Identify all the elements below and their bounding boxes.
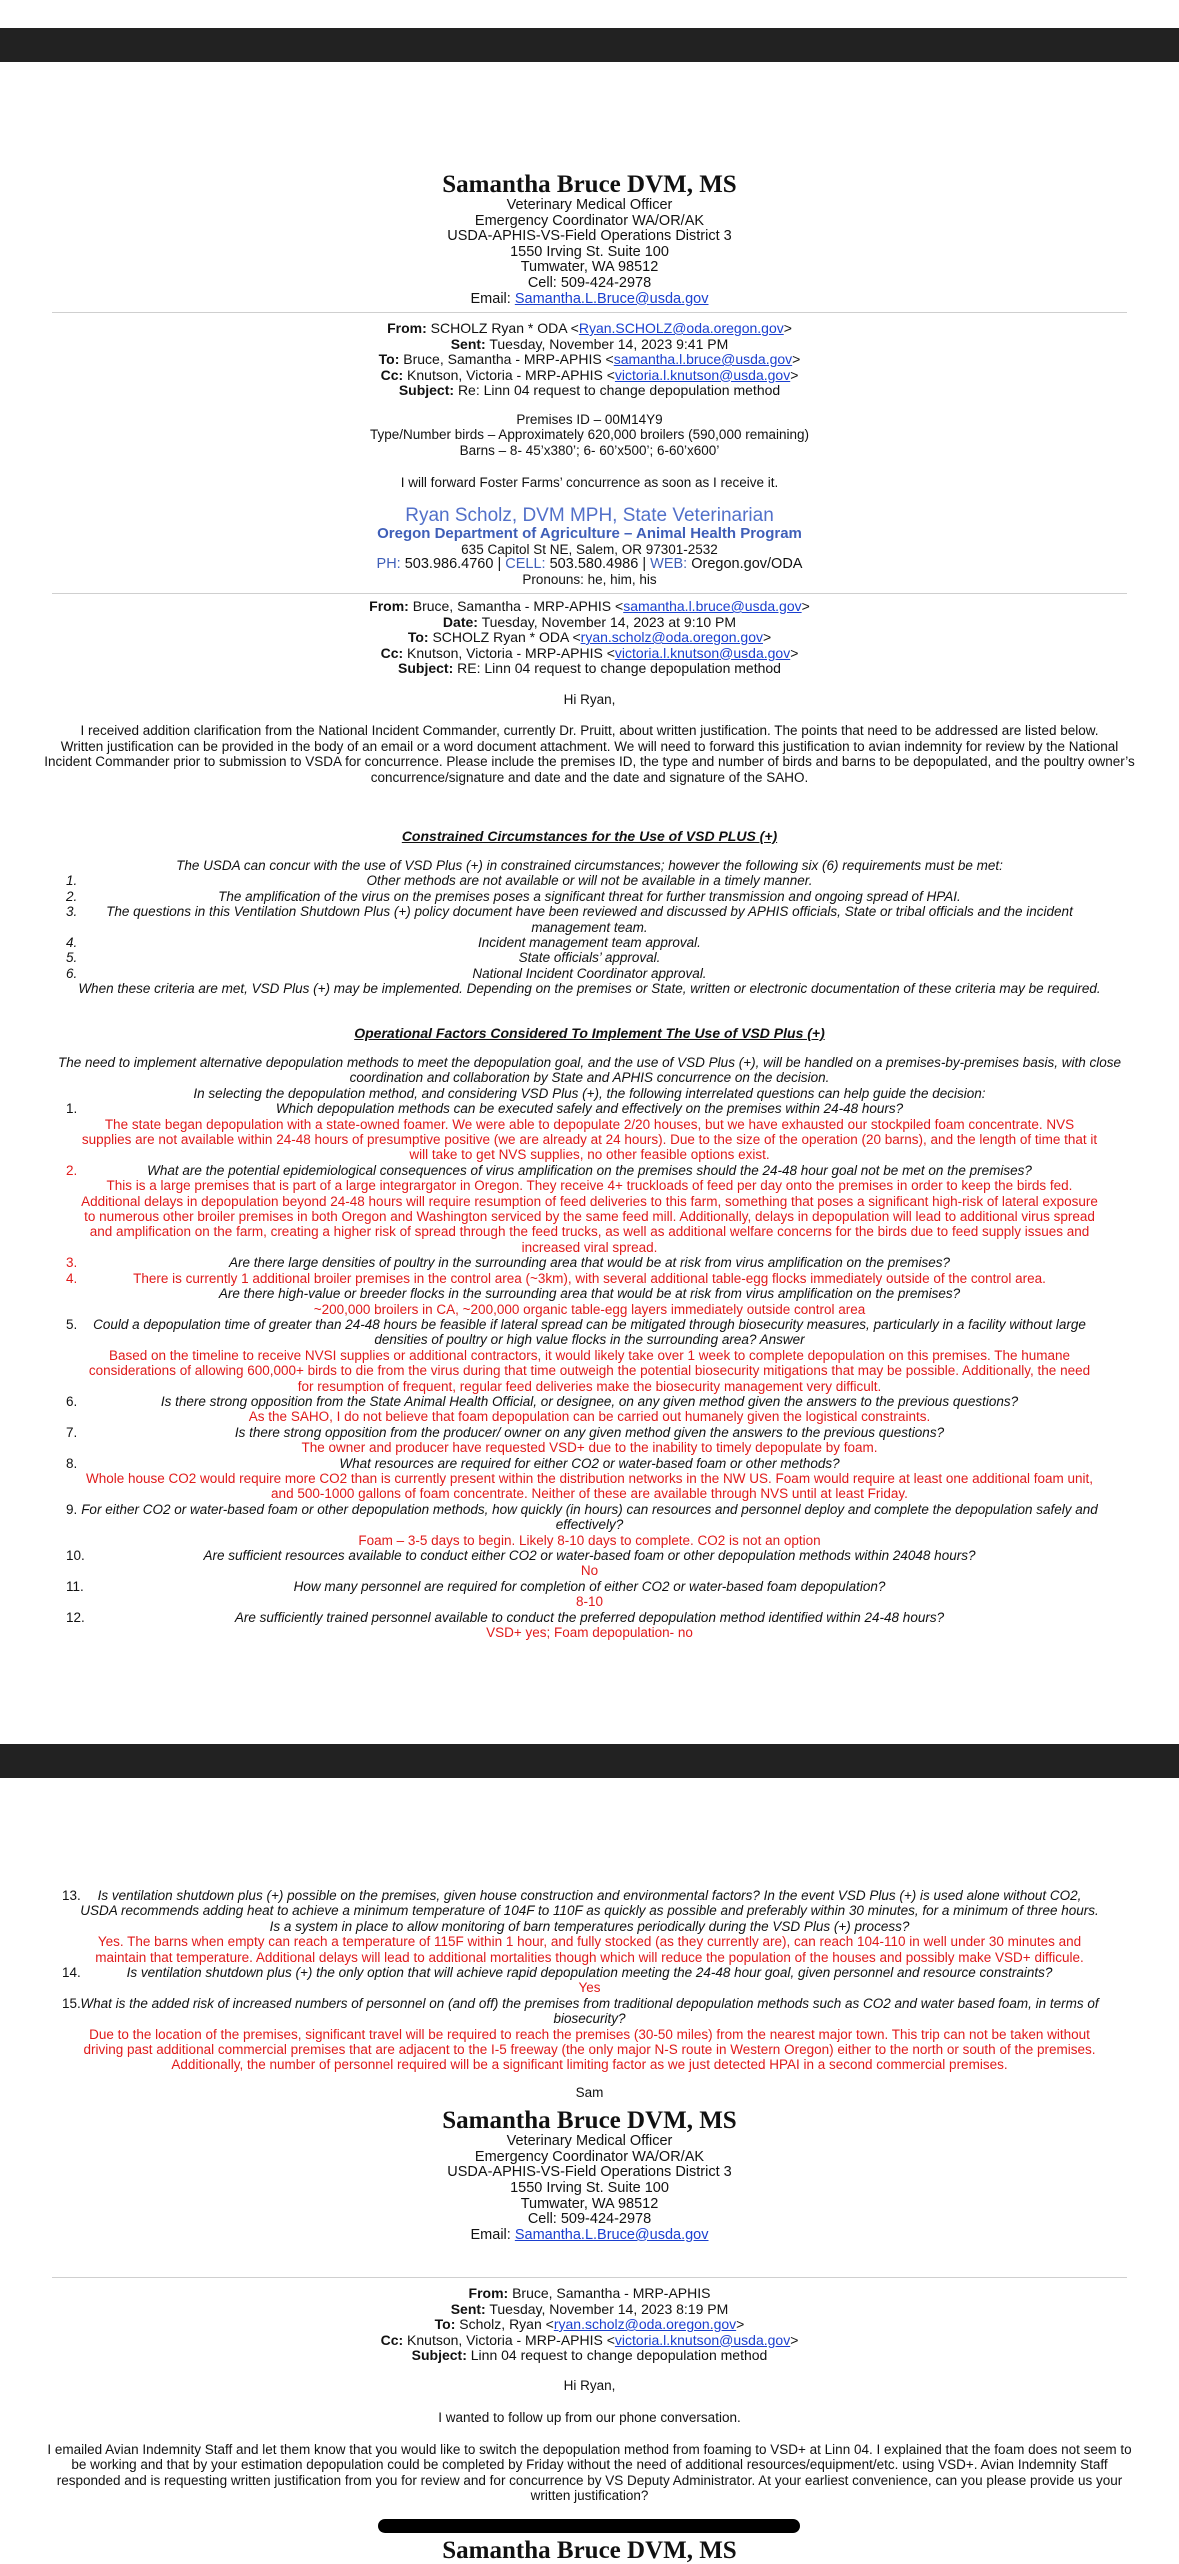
subject-value: Linn 04 request to change depopulation method (470, 2347, 768, 2363)
forward-note: I will forward Foster Farms’ concurrence as soon as I receive it. (400, 475, 779, 491)
item-number: 15. (62, 1995, 81, 2011)
item-number: 3. (66, 1255, 78, 1271)
from-label: From: (369, 598, 409, 614)
signature-line: Emergency Coordinator WA/OR/AK (474, 2148, 705, 2165)
question-item (66, 1424, 1099, 1456)
barns-info: Barns – 8- 45’x380’; 6- 60’x500’; 6-60’x600’ (459, 442, 720, 458)
item-number: 5. (66, 1316, 78, 1332)
from-value: SCHOLZ Ryan * ODA < (430, 320, 579, 336)
question-text: Is ventilation shutdown plus (+) possible on the premises, given house construction and environmental factors? In the event VSD Plus (+) is used alone without CO2, USDA recommends adding heat to achieve a minimum temperature of 104F to 110F as quickly as possible and preferably within 30 minutes, for a minimum of three hours. Is a system in place to allow monitoring of barn temperatures periodically during the VSD Plus (+) process? (80, 1888, 1099, 1934)
item-number: 2. (66, 1162, 78, 1178)
signature-line: Tumwater, WA 98512 (520, 2195, 659, 2212)
cc-value: Knutson, Victoria - MRP-APHIS < (407, 2331, 615, 2348)
date-value: Tuesday, November 14, 2023 at 9:10 PM (481, 613, 737, 630)
page-break-bar (0, 1744, 1179, 1778)
questions-list-continued (0, 1888, 1179, 2073)
section-title: Operational Factors Considered To Implement The Use of VSD Plus (+) (354, 1025, 825, 1041)
item-text: Incident management team approval. (478, 935, 701, 951)
question-item (66, 1455, 1099, 1502)
item-number: 8. (66, 1455, 78, 1471)
signature-email-line (0, 292, 1179, 308)
email-1-body (0, 412, 1179, 588)
question-text: What is the added risk of increased numbers of personnel on (and off) the premises from traditional depopulation methods such as CO2 and water based foam, in terms of biosecurity? (80, 1995, 1099, 2027)
cell-value: 503.580.4986 (549, 556, 639, 573)
signature-name: Samantha Bruce DVM, MS (442, 2107, 737, 2135)
sent-label: Sent: (450, 2300, 486, 2317)
signature-block (0, 172, 1179, 307)
from-line: From: Bruce, Samantha - MRP-APHIS <samantha.l.bruce@usda.gov> (369, 598, 810, 614)
question-item (62, 1965, 1099, 1996)
cc-line: Cc: Knutson, Victoria - MRP-APHIS <victoria.l.knutson@usda.gov> (380, 366, 799, 383)
from-value: Bruce, Samantha - MRP-APHIS < (412, 598, 624, 614)
question-text: Is there strong opposition from the State Animal Health Official, or designee, on any given method given the answers to the previous questions? (160, 1393, 1019, 1409)
cc-label: Cc: (380, 2331, 404, 2348)
signature-email-link[interactable]: Samantha.L.Bruce@usda.gov (514, 290, 709, 307)
footer-signature-name: Samantha Bruce DVM, MS (442, 2537, 737, 2564)
question-text: Are sufficiently trained personnel available to conduct the preferred depopulation method identified within 24-48 hours? (234, 1609, 945, 1625)
item-number: 7. (66, 1424, 78, 1440)
signature-line: USDA-APHIS-VS-Field Operations District 3 (447, 228, 732, 245)
sent-line (0, 337, 1179, 353)
subject-line (0, 661, 1179, 677)
email-header-1 (0, 321, 1179, 399)
item-number: 6. (66, 1393, 78, 1409)
phone-label: PH: (376, 556, 401, 573)
divider (52, 312, 1127, 313)
date-label: Date: (442, 613, 478, 630)
email-label: Email: (470, 290, 511, 307)
from-line: From: SCHOLZ Ryan * ODA <Ryan.SCHOLZ@oda.oregon.gov> (387, 320, 792, 336)
answer-text: Foam – 3-5 days to begin. Likely 8-10 days to complete. CO2 is not an option (358, 1532, 821, 1548)
sent-line (0, 2302, 1179, 2318)
operational-section (0, 1025, 1179, 1640)
email-label: Email: (470, 2226, 511, 2243)
item-number: 9. (66, 1501, 78, 1517)
answer-text: The owner and producer have requested VSD+ due to the inability to timely depopulate by foam. (301, 1440, 878, 1456)
paragraph: I wanted to follow up from our phone conversation. (438, 2410, 741, 2426)
sent-value: Tuesday, November 14, 2023 9:41 PM (489, 335, 729, 352)
signature-line: 1550 Irving St. Suite 100 (510, 2180, 669, 2197)
cc-email-link[interactable]: victoria.l.knutson@usda.gov (614, 366, 791, 383)
web-label: WEB: (650, 556, 688, 573)
signature-line: USDA-APHIS-VS-Field Operations District 3 (447, 2164, 732, 2181)
page-top-bar (0, 28, 1179, 62)
subject-line (0, 383, 1179, 399)
item-text: National Incident Coordinator approval. (472, 965, 707, 981)
list-item (66, 965, 1099, 981)
to-line: To: Bruce, Samantha - MRP-APHIS <samantha.l.bruce@usda.gov> (378, 351, 801, 367)
question-text: Could a depopulation time of greater than 24-48 hours be feasible if lateral spread can be mitigated through biosecurity measures, particularly in a facility without large densities of poultry or high value flocks in the surrounding area? Answer (93, 1316, 1086, 1348)
item-number: 10. (66, 1548, 85, 1563)
signature-email-link[interactable]: Samantha.L.Bruce@usda.gov (514, 2226, 709, 2243)
constrained-section (0, 828, 1179, 997)
ryan-sig-address: 635 Capitol St NE, Salem, OR 97301-2532 (461, 541, 718, 557)
signature-line: Veterinary Medical Officer (506, 197, 673, 213)
requirements-list (0, 873, 1179, 981)
subject-line (0, 2348, 1179, 2364)
subject-label: Subject: (398, 660, 454, 676)
to-label: To: (407, 629, 429, 645)
subject-value: RE: Linn 04 request to change depopulation method (457, 660, 781, 676)
greeting: Hi Ryan, (563, 692, 616, 707)
signature-line: Emergency Coordinator WA/OR/AK (474, 212, 705, 229)
question-text: Are there high-value or breeder flocks in the surrounding area that would be at risk from virus amplification on the premises? (218, 1286, 961, 1302)
signature-line: 1550 Irving St. Suite 100 (510, 243, 669, 260)
from-line (0, 2286, 1179, 2302)
to-line: To: SCHOLZ Ryan * ODA <ryan.scholz@oda.oregon.gov> (407, 629, 772, 645)
document-page-1 (0, 172, 1179, 307)
divider (52, 593, 1127, 594)
item-number: 4. (66, 1271, 78, 1287)
question-text: Are sufficient resources available to conduct either CO2 or water-based foam or other depopulation methods within 24048 hours? (203, 1548, 976, 1563)
section-intro-2: In selecting the depopulation method, and considering VSD Plus (+), the following interrelated questions can help guide the decision: (193, 1085, 986, 1101)
section-intro: The need to implement alternative depopulation methods to meet the depopulation goal, and the use of VSD Plus (+), will be handled on a premises-by-premises basis, with close coordination and collaboration by State and APHIS concurrence on the decision. (58, 1055, 1121, 1086)
phone-value: 503.986.4760 (404, 556, 494, 573)
email-header-2 (0, 599, 1179, 677)
section-outro: When these criteria are met, VSD Plus (+) may be implemented. Depending on the premises or State, written or electronic documentation of these criteria may be required. (78, 981, 1101, 997)
item-number: 12. (66, 1609, 85, 1625)
signature-email-line (0, 2228, 1179, 2244)
question-item (66, 1316, 1099, 1394)
to-line: To: Scholz, Ryan <ryan.scholz@oda.oregon.gov> (434, 2316, 745, 2332)
answer-text: As the SAHO, I do not believe that foam depopulation can be carried out humanely given the logistical constraints. (248, 1409, 931, 1425)
item-text: The questions in this Ventilation Shutdown Plus (+) policy document have been reviewed and discussed by APHIS officials, State or tribal officials and the incident management team. (106, 904, 1073, 935)
cc-email-link[interactable]: victoria.l.knutson@usda.gov (614, 2331, 791, 2348)
from-label: From: (468, 2285, 509, 2301)
question-text: How many personnel are required for completion of either CO2 or water-based foam depopulation? (293, 1578, 886, 1594)
section-title: Constrained Circumstances for the Use of VSD PLUS (+) (401, 828, 778, 844)
question-item (66, 1255, 1099, 1286)
question-text: Which depopulation methods can be executed safely and effectively on the premises within 24-48 hours? (275, 1101, 904, 1117)
question-text: What resources are required for either CO2 or water-based foam or other methods? (339, 1455, 840, 1471)
from-value: Bruce, Samantha - MRP-APHIS (512, 2285, 711, 2301)
cc-line: Cc: Knutson, Victoria - MRP-APHIS <victoria.l.knutson@usda.gov> (380, 644, 799, 661)
question-text: Are there large densities of poultry in the surrounding area that would be at risk from virus amplification on the premises? (228, 1255, 951, 1271)
to-email-link[interactable]: ryan.scholz@oda.oregon.gov (580, 629, 763, 645)
section-intro: The USDA can concur with the use of VSD Plus (+) in constrained circumstances; however the following six (6) requirements must be met: (176, 858, 1003, 873)
to-label: To: (378, 351, 400, 367)
answer-text: ~200,000 broilers in CA, ~200,000 organic table-egg layers immediately outside control area (313, 1301, 866, 1317)
home-indicator[interactable] (378, 2519, 800, 2533)
answer-text: There is currently 1 additional broiler premises in the control area (~3km), with several additional table-egg flocks immediately outside of the control area. (133, 1270, 1046, 1286)
premises-id: Premises ID – 00M14Y9 (516, 412, 663, 427)
from-email-link[interactable]: Ryan.SCHOLZ@oda.oregon.gov (578, 320, 784, 336)
question-item (66, 1548, 1099, 1579)
greeting: Hi Ryan, (563, 2378, 616, 2393)
paragraph: I emailed Avian Indemnity Staff and let them know that you would like to switch the depopulation method from foaming to VSD+ at Linn 04. I explained that the foam does not seem to be working and that by your estimation depopulation could be completed by Friday without the need of additional resources/equipment/etc. using VSD+. Avian Indemnity Staff responded and is requesting written justification from you for review and for concurrence by VS Deputy Administrator. At your earliest convenience, can you please provide us your written justification? (47, 2441, 1132, 2504)
item-number: 2. (66, 888, 78, 904)
cc-value: Knutson, Victoria - MRP-APHIS < (407, 366, 615, 383)
from-label: From: (387, 320, 427, 336)
subject-label: Subject: (411, 2347, 467, 2363)
question-item (62, 1995, 1099, 2073)
to-value: Scholz, Ryan < (459, 2316, 554, 2332)
answer-text: No (580, 1563, 599, 1579)
to-value: Bruce, Samantha - MRP-APHIS < (403, 351, 614, 367)
answer-text: This is a large premises that is part of a large integrargator in Oregon. They receive 4+ truckloads of feed per day onto the premises in order to keep the birds fed. Additional delays in depopulation beyond 24-48 hours will require resumption of feed deliveries to this farm, something that poses a significant high-risk of lateral exposure to numerous other broiler premises in both Oregon and Washington serviced by the same feed mill. Additionally, delays in depopulation will lead to additional virus spread and amplification on the farm, creating a higher risk of spread through the feed trucks, as well as additional welfare concerns for the birds due to feed supply issues and increased viral spread. (81, 1178, 1098, 1255)
email-header-3 (0, 2286, 1179, 2364)
item-number: 13. (62, 1888, 81, 1903)
item-number: 6. (66, 965, 78, 981)
question-item (66, 1501, 1099, 1548)
subject-label: Subject: (398, 382, 455, 398)
list-item (66, 873, 1099, 889)
paragraph: I received addition clarification from the National Incident Commander, currently Dr. Pruitt, about written justification. The points that need to be addressed are listed below. (80, 723, 1099, 739)
email-2-body (0, 692, 1179, 785)
question-item (66, 1162, 1099, 1255)
item-number: 1. (66, 873, 78, 889)
sent-value: Tuesday, November 14, 2023 8:19 PM (489, 2300, 729, 2317)
signature-line: Veterinary Medical Officer (506, 2133, 673, 2150)
signature-line: Cell: 509-424-2978 (527, 274, 652, 291)
to-email-link[interactable]: samantha.l.bruce@usda.gov (613, 351, 793, 367)
document-page-2 (0, 1888, 1179, 2243)
ryan-sig-name: Ryan Scholz, DVM MPH, State Veterinarian (405, 504, 774, 526)
cc-line: Cc: Knutson, Victoria - MRP-APHIS <victoria.l.knutson@usda.gov> (380, 2331, 799, 2348)
divider (52, 2277, 1127, 2278)
email-3-body (0, 2378, 1179, 2503)
cc-value: Knutson, Victoria - MRP-APHIS < (407, 644, 615, 661)
signature-block (0, 2108, 1179, 2243)
item-text: Other methods are not available or will not be available in a timely manner. (366, 873, 813, 889)
item-number: 14. (62, 1965, 81, 1981)
question-text: Is there strong opposition from the producer/ owner on any given method given the answers to the previous questions? (234, 1424, 945, 1440)
answer-text: Based on the timeline to receive NVSI supplies or additional contractors, it would likely take over 1 week to complete depopulation on this premises. The humane considerations of allowing 600,000+ birds to die from the virus during that time outweigh the potential biosecurity mitigations that may be possible. Additionally, the need for resumption of frequent, regular feed deliveries make the biosecurity management very difficult. (88, 1347, 1091, 1394)
sent-label: Sent: (450, 335, 486, 352)
cc-label: Cc: (380, 644, 404, 661)
questions-list (0, 1101, 1179, 1640)
signature-line: Tumwater, WA 98512 (520, 259, 659, 276)
question-text: What are the potential epidemiological consequences of virus amplification on the premises should the 24-48 hour goal not be met on the premises? (147, 1162, 1032, 1178)
web-value: Oregon.gov/ODA (691, 556, 803, 573)
ryan-sig-org: Oregon Department of Agriculture – Animal Health Program (377, 524, 802, 542)
signature-name: Samantha Bruce DVM, MS (442, 171, 737, 198)
question-item (66, 1393, 1099, 1425)
item-number: 4. (66, 935, 78, 951)
list-item (66, 950, 1099, 966)
question-item (66, 1578, 1099, 1610)
cell-label: CELL: (505, 556, 546, 573)
question-text: Is ventilation shutdown plus (+) the only option that will achieve rapid depopulation meeting the 24-48 hour goal, given personnel and resource constraints? (126, 1965, 1053, 1981)
answer-text: Yes (578, 1980, 601, 1996)
question-item (66, 1101, 1099, 1163)
to-value: SCHOLZ Ryan * ODA < (432, 629, 581, 645)
date-line (0, 615, 1179, 631)
cc-email-link[interactable]: victoria.l.knutson@usda.gov (614, 644, 791, 661)
pronouns: Pronouns: he, him, his (522, 572, 657, 588)
answer-text: VSD+ yes; Foam depopulation- no (486, 1625, 693, 1641)
list-item (66, 888, 1099, 904)
cc-label: Cc: (380, 366, 404, 383)
to-email-link[interactable]: ryan.scholz@oda.oregon.gov (553, 2316, 737, 2332)
birds-count: Type/Number birds – Approximately 620,000 broilers (590,000 remaining) (370, 427, 809, 443)
item-number: 1. (66, 1101, 78, 1117)
from-email-link[interactable]: samantha.l.bruce@usda.gov (623, 598, 802, 614)
item-number: 5. (66, 950, 78, 966)
list-item (66, 935, 1099, 951)
answer-text: Due to the location of the premises, significant travel will be required to reach the premises (30-50 miles) from the nearest major town. This trip can not be taken without driving past additional commercial premises that are adjacent to the I-5 freeway (the only major N-S route in Western Oregon) either to the north or south of the premises. Additionally, the number of personnel required will be a significant limiting factor as we just detected HPAI in a second commercial premises. (83, 2026, 1096, 2073)
signature-line: Cell: 509-424-2978 (527, 2211, 652, 2228)
item-text: State officials’ approval. (518, 950, 661, 966)
item-number: 3. (66, 904, 78, 920)
question-text: For either CO2 or water-based foam or other depopulation methods, how quickly (in hours) can resources and personnel deploy and complete the depopulation safely and effectively? (81, 1501, 1098, 1533)
closing-name: Sam (575, 2084, 604, 2100)
question-item (66, 1609, 1099, 1641)
answer-text: Yes. The barns when empty can reach a temperature of 115F within 1 hour, and fully stocked (as they currently are), can reach 104-110 in well under 30 minutes and maintain that temperature. Additional delays will lead to additional mortalities though which will reduce the population of the houses and possibly make VSD+ difficule. (95, 1934, 1084, 1965)
item-number: 11. (66, 1578, 84, 1594)
question-item (62, 1888, 1099, 1965)
answer-text: Whole house CO2 would require more CO2 than is currently present within the distribution networks in the NW US. Foam would require at least one additional foam unit, and 500-1000 gallons of foam concentrate. Neither of these are available through NVS until at least Friday. (86, 1470, 1093, 1502)
item-text: The amplification of the virus on the premises poses a significant threat for further transmission and ongoing spread of HPAI. (218, 888, 961, 904)
list-item (66, 904, 1099, 935)
subject-value: Re: Linn 04 request to change depopulation method (457, 382, 781, 398)
paragraph: Written justification can be provided in the body of an email or a word document attachment. We will need to forward this justification to avian indemnity for review by the National Incident Commander prior to submission to VSDA for concurrence. Please include the premises ID, the type and number of birds and barns to be depopulated, and the poultry owner’s concurrence/signature and date and the date and signature of the SAHO. (44, 738, 1135, 785)
ryan-sig-contacts: PH: 503.986.4760 | CELL: 503.580.4986 | WEB: Oregon.gov/ODA (376, 556, 803, 573)
answer-text: The state began depopulation with a state-owned foamer. We were able to depopulate 2/20 houses, but we have exhausted our stockpiled foam concentrate. NVS supplies are not available within 24-48 hours of presumptive positive (we are already at 24 hours). Due to the size of the operation (20 barns), and the length of time that it will take to get NVS supplies, no other feasible options exist. (81, 1116, 1098, 1163)
to-label: To: (434, 2316, 456, 2332)
answer-text: 8-10 (575, 1594, 604, 1610)
